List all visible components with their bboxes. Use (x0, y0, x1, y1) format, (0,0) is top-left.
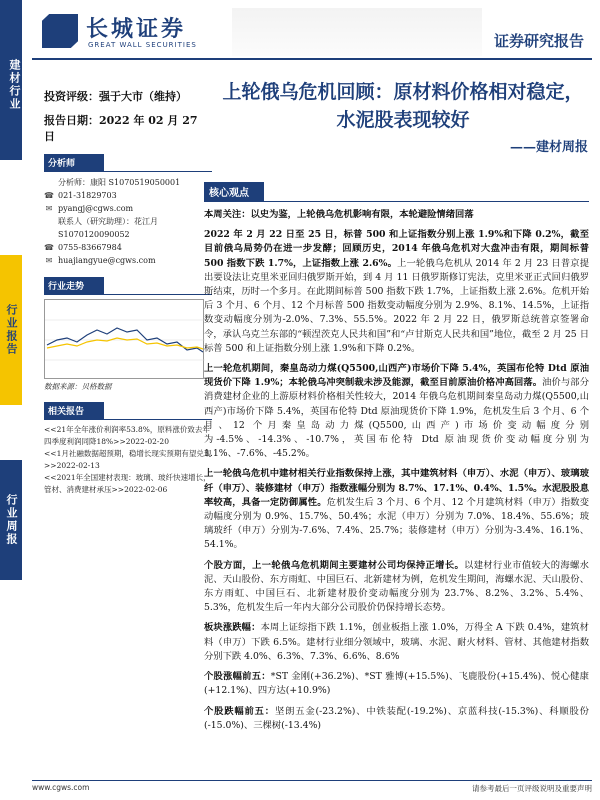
mail-icon: ✉ (45, 204, 53, 213)
industry-trend-chart (44, 299, 204, 379)
analyst-line (44, 176, 212, 189)
blank-icon (44, 215, 54, 228)
mail-icon: ✉ (45, 256, 53, 265)
analyst-section-title: 分析师 (44, 154, 104, 171)
analyst-line (44, 215, 212, 228)
paragraph (204, 705, 589, 733)
analyst-line (44, 202, 212, 215)
related-section-title: 相关报告 (44, 402, 104, 419)
phone-icon: ☎ (44, 191, 54, 200)
related-report-link[interactable]: <<1月社融数据超预期，稳增长现实预期有望兑现>>2022-02-13 (44, 449, 212, 470)
para-lead: 2022 年 2 月 22 日至 25 日，标普 500 和上证指数分别上涨 1.9%和下降 0.2%，截至目前俄乌局势仍在进一步发酵；回顾历史，2014 年俄乌危机对大盘冲击有限，期间标普 500 指数下跌 1.7%，上证指数上涨 2.6%。 (204, 229, 589, 269)
focus-heading-text: 本周关注：以史为鉴，上轮俄乌危机影响有限，本轮避险情绪回落 (204, 209, 474, 220)
blank-icon (44, 176, 54, 189)
footer-disclaimer: 请参考最后一页评级说明及重要声明 (472, 784, 592, 793)
para-lead: 板块涨跌幅： (204, 622, 261, 634)
analyst-phone: 0755-83667984 (58, 243, 122, 252)
analyst-phone: 021-31829703 (58, 191, 117, 200)
para-body: 危机发生后 3 个月、6 个月、12 个月建筑材料（申万）指数变动幅度分别为 0.9%、15.7%、50.4%；水泥（申万）分别为 7.0%、18.4%、55.6%；玻璃玻纤（申万）分别为-7.6%、7.4%、25.7%；装修建材（申万）分别为-3.4%、16.1%、54.1%。 (204, 496, 589, 551)
core-views (204, 182, 589, 733)
para-body: *ST 金刚(+36.2%)、*ST 雅博(+15.5%)、飞鹿股份(+15.4%)、悦心健康(+12.1%)、四方达(+10.9%) (204, 671, 589, 697)
paragraph (204, 670, 589, 698)
side-tag-bottom: 行业周报 (0, 460, 22, 580)
trend-chart-svg (45, 300, 205, 380)
phone-icon: ☎ (44, 243, 54, 252)
core-section-title: 核心观点 (204, 182, 264, 201)
report-date: 报告日期：2022 年 02 月 27 日 (44, 114, 198, 143)
analyst-text: 联系人（研究助理）：花江月 (58, 217, 158, 226)
page-footer (32, 780, 592, 794)
focus-heading (204, 208, 589, 222)
para-lead: 上一轮俄乌危机中建材相关行业指数保持上涨，其中建筑材料（申万）、水泥（申万）、玻璃玻纤（申万）、装修建材（申万）指数涨幅分别为 8.7%、17.1%、0.4%、1.5%。水泥股股息率较高，具备一定防御属性。 (204, 468, 589, 508)
divider (44, 419, 212, 420)
logo-text: 长城证券 (86, 16, 187, 42)
divider (44, 171, 212, 172)
analyst-text: 分析师：康阳 S1070519050001 (58, 178, 181, 187)
related-report-link[interactable]: <<2021年全国建材表现：玻璃、玻纤快速增长，管材、消费建材承压>>2022-02-06 (44, 473, 211, 494)
paragraph (204, 621, 589, 664)
paragraph (204, 228, 589, 356)
analyst-line (44, 189, 212, 202)
analyst-text: S1070120090052 (58, 230, 130, 239)
page-header (32, 8, 592, 60)
related-report-link[interactable]: <<21年全年涨价利润率53.8%，原料涨价致去年四季度利润同降18%>>2022-02-20 (44, 425, 210, 446)
analyst-line (44, 254, 212, 267)
analyst-info (44, 176, 212, 267)
related-reports (44, 424, 212, 496)
paragraph (204, 559, 589, 616)
trend-section-title: 行业走势 (44, 277, 104, 294)
para-body: 上一轮俄乌危机从 2014 年 2 月 23 日普京提出要设法让克里米亚回归俄罗斯开始，到 4 月 11 日俄罗斯修订宪法，克里米亚正式回归俄罗斯结束，历时一个多月。在此期间标普 500 指数下跌 1.7%，上证指数上涨 2.6%。危机开始后 3 个月、6 个月、12 个月标普 500 指数变动幅度分别为 2.9%、8.1%、14.5%，上证指数变动幅度分别为-2.0%、7.3%、55.5%。2022 年 2 月 22 日，俄罗斯总统普京签署命令，承认乌克兰东部的“顿涅茨克人民共和国”和“卢甘斯克人民共和国”地位，截至 2 月 25 日标普 500 和上证指数分别上涨 1.9%和下降 0.2%。 (204, 257, 589, 354)
paragraph (204, 362, 589, 461)
divider (44, 294, 212, 295)
para-body: 坚朗五金(-23.2%)、中铁装配(-19.2%)、京蓝科技(-15.3%)、科顺股份(-15.0%)、三棵树(-13.4%) (204, 705, 589, 731)
para-lead: 上一轮危机期间，秦皇岛动力煤(Q5500,山西产)市场价下降 5.4%，英国布伦特 Dtd 原油现货价下降 1.9%；本轮俄乌冲突制裁未涉及能源，截至目前原油价格冲高回落。 (204, 363, 589, 389)
side-tag-mid: 行业报告 (0, 255, 22, 405)
analyst-line (44, 228, 212, 241)
footer-website[interactable]: www.cgws.com (32, 783, 90, 792)
para-body: 以建材行业市值较大的海螺水泥、天山股份、东方雨虹、中国巨石、北新建材为例，危机发生期间，海螺水泥、天山股份、东方雨虹、中国巨石、北新建材股价变动幅度分别为 23.7%、8.2%、3.2%、5.4%、5.3%，危机发生后一年内大部分公司股价仍保持增长态势。 (204, 559, 589, 614)
chart-source: 数据来源：贝格数据 (44, 382, 112, 391)
side-tag-top: 建材行业 (0, 0, 22, 160)
para-lead: 个股跌幅前五： (204, 705, 275, 717)
investment-rating: 投资评级：强于大市（维持） (44, 90, 187, 103)
para-lead: 个股方面，上一轮俄乌危机期间主要建材公司均保持正增长。 (204, 559, 465, 571)
para-body: 油价与部分消费建材企业的上游原材料价格相关性较大，2014 年俄乌危机期间秦皇岛动力煤(Q5500,山西产)市场价下降 5.4%，英国布伦特 Dtd 原油现货价下降 1.9%，危机发生后 3 个月、6 个月、12 个月秦皇岛动力煤(Q5500,山西产)市场价变动幅度分别为-4.5%、-14.3%、-10.7%，英国布伦特 Dtd 原油现货价变动幅度分别为 1.1%、-7.6%、-45.2%。 (204, 377, 589, 460)
title-block (218, 78, 588, 155)
analyst-email[interactable]: huajiangyue@cgws.com (58, 256, 156, 265)
para-body: 本周上证综指下跌 1.1%，创业板指上涨 1.0%，万得全 A 下跌 0.4%，建筑材料（申万）下跌 6.5%。建材行业细分领域中，玻璃、水泥、耐火材料、管材、其他建材指数分别下跌 4.0%、6.3%、7.3%、6.6%、8.6% (204, 622, 589, 662)
analyst-email[interactable]: pyangj@cgws.com (58, 204, 134, 213)
divider (204, 201, 589, 202)
logo-icon (42, 14, 78, 48)
report-subtitle: ——建材周报 (509, 140, 588, 155)
blank-icon (44, 228, 54, 241)
side-strip (0, 0, 22, 800)
great-wall-image (232, 8, 482, 56)
report-type: 证券研究报告 (493, 32, 584, 50)
paragraph (204, 467, 589, 552)
logo-subtext: GREAT WALL SECURITIES (88, 41, 197, 49)
report-title: 上轮俄乌危机回顾：原材料价格相对稳定，水泥股表现较好 (222, 81, 584, 131)
left-column (44, 88, 212, 496)
analyst-line (44, 241, 212, 254)
para-lead: 个股涨幅前五： (204, 671, 271, 683)
